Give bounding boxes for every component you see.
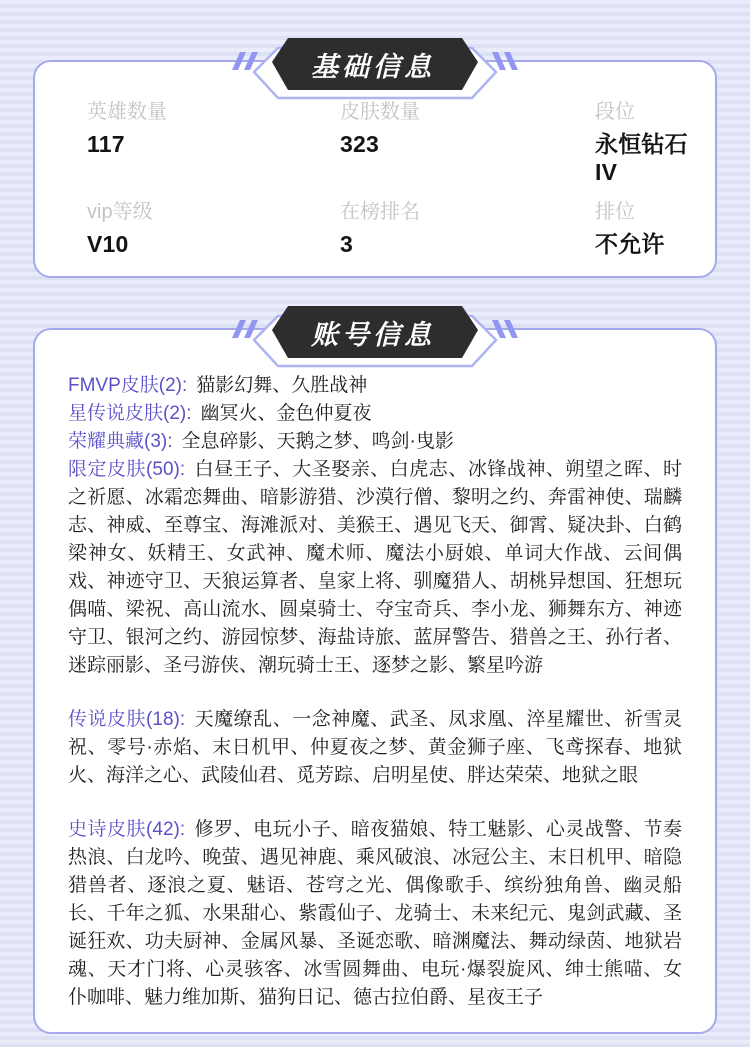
skin-group-items: 修罗、电玩小子、暗夜猫娘、特工魅影、心灵战警、节奏热浪、白龙吟、晚萤、遇见神鹿、乘风破浪、冰冠公主、末日机甲、暗隐猎兽者、逐浪之夏、魅语、苍穹之光、偶像歌手、缤纷独角兽、幽灵船长、千年之狐、水果甜心、紫霞仙子、龙骑士、未来纪元、鬼剑武藏、圣诞狂欢、功夫厨神、金属风暴、圣诞恋歌、暗渊魔法、舞动绿茵、地狱岩魂、天才门将、心灵骇客、冰雪圆舞曲、电玩·爆裂旋风、绅士熊喵、女仆咖啡、魅力维加斯、猫狗日记、德古拉伯爵、星夜王子 <box>68 819 682 1008</box>
rank-tier-value: 永恒钻石IV <box>595 131 688 185</box>
skin-group-label: 史诗皮肤(42): <box>68 819 186 840</box>
skin-group-limited <box>68 456 682 680</box>
account-info-card <box>33 328 717 1034</box>
skin-group-label: FMVP皮肤(2): <box>68 375 188 396</box>
basic-info-title: 基础信息 <box>311 51 435 82</box>
stat-vip-level <box>87 200 340 258</box>
stat-skin-count <box>340 100 595 186</box>
stat-rank-tier <box>595 100 705 186</box>
rank-tier-label: 段位 <box>595 101 635 123</box>
skin-group-items: 全息碎影、天鹅之梦、鸣剑·曳影 <box>181 431 454 452</box>
ranked-allowed-value: 不允许 <box>595 231 665 257</box>
vip-level-label: vip等级 <box>87 201 153 223</box>
ranked-allowed-label: 排位 <box>595 201 635 223</box>
skin-group-legend <box>68 706 682 790</box>
hero-count-label: 英雄数量 <box>87 101 167 123</box>
skin-group-label: 荣耀典藏(3): <box>68 431 173 452</box>
vip-level-value: V10 <box>87 231 129 257</box>
skin-count-value: 323 <box>340 131 379 157</box>
account-info-badge <box>220 304 530 368</box>
leaderboard-rank-value: 3 <box>340 231 353 257</box>
skin-group-items: 猫影幻舞、久胜战神 <box>196 375 368 396</box>
skin-group-honor-collection <box>68 428 682 456</box>
skin-group-label: 限定皮肤(50): <box>68 459 186 480</box>
skin-group-items: 白昼王子、大圣娶亲、白虎志、冰锋战神、朔望之晖、时之祈愿、冰霜恋舞曲、暗影游猎、沙漠行僧、黎明之约、奔雷神使、瑞麟志、神威、至尊宝、海滩派对、美猴王、遇见飞天、御霄、疑决卦、白鹤梁神女、妖精王、女武神、魔术师、魔法小厨娘、单词大作战、云间偶戏、神迹守卫、天狼运算者、皇家上将、驯魔猎人、胡桃异想国、狂想玩偶喵、梁祝、高山流水、圆桌骑士、夺宝奇兵、李小龙、狮舞东方、神迹守卫、银河之约、游园惊梦、海盐诗旅、蓝屏警告、猎兽之王、孙行者、迷踪丽影、圣弓游侠、潮玩骑士王、逐梦之影、繁星吟游 <box>68 459 682 676</box>
skin-group-epic <box>68 816 682 1012</box>
skin-group-star-legend <box>68 400 682 428</box>
skin-group-label: 传说皮肤(18): <box>68 709 186 730</box>
leaderboard-rank-label: 在榜排名 <box>340 201 420 223</box>
skin-group-items: 幽冥火、金色仲夏夜 <box>200 403 372 424</box>
basic-info-badge <box>220 36 530 100</box>
skin-count-label: 皮肤数量 <box>340 101 420 123</box>
skin-group-label: 星传说皮肤(2): <box>68 403 192 424</box>
stat-hero-count <box>87 100 340 186</box>
account-info-title: 账号信息 <box>311 319 435 350</box>
stat-ranked-allowed <box>595 200 705 258</box>
hero-count-value: 117 <box>87 131 125 157</box>
skin-group-fmvp <box>68 372 682 400</box>
account-info-section <box>0 304 750 1034</box>
basic-info-section <box>0 0 750 278</box>
stat-leaderboard-rank <box>340 200 595 258</box>
skin-group-items: 天魔缭乱、一念神魔、武圣、凤求凰、淬星耀世、祈雪灵祝、零号·赤焰、末日机甲、仲夏夜之梦、黄金狮子座、飞鸢探春、地狱火、海洋之心、武陵仙君、觅芳踪、启明星使、胖达荣荣、地狱之眼 <box>68 709 682 786</box>
